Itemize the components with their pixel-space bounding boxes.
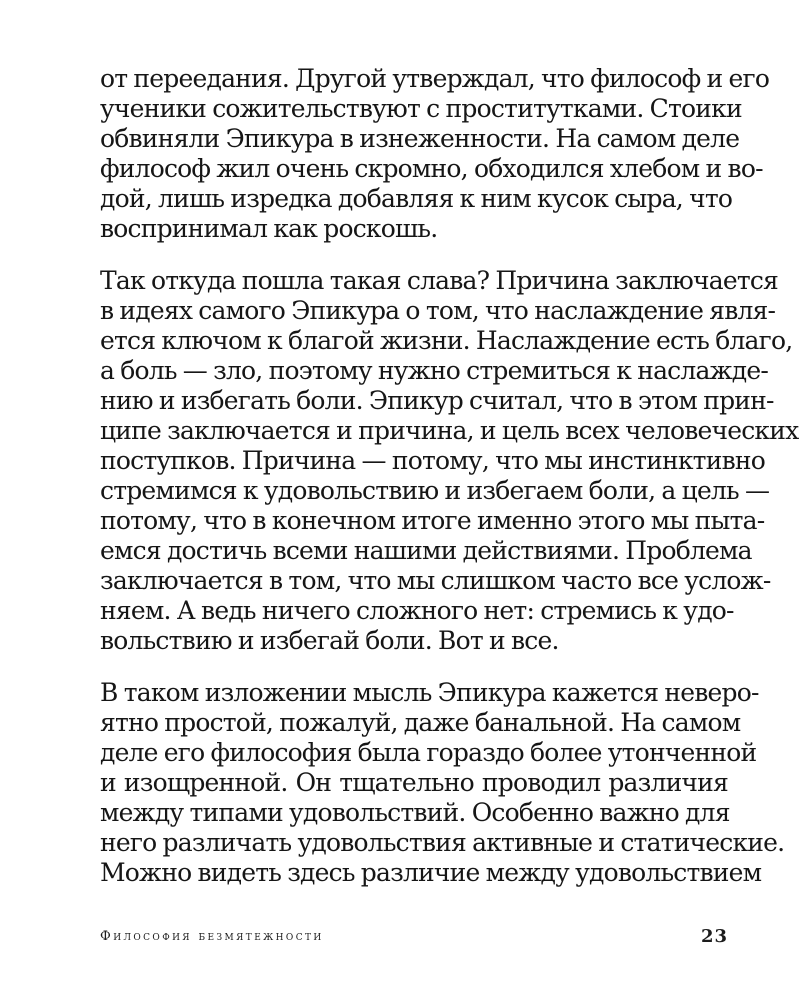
text-line: деле его философия была гораздо более утонченной xyxy=(100,738,757,767)
text-line: емся достичь всеми нашими действиями. Проблема xyxy=(100,536,752,565)
paragraph-2 xyxy=(100,266,799,656)
page-footer xyxy=(100,926,728,946)
text-line: между типами удовольствий. Особенно важно для xyxy=(100,798,730,827)
page-number: 23 xyxy=(700,925,728,947)
text-line: ется ключом к благой жизни. Наслаждение есть благо, xyxy=(100,326,793,355)
text-line: ципе заключается и причина, и цель всех человеческих xyxy=(100,416,799,445)
running-head: Философия безмятежности xyxy=(100,928,324,944)
text-line: ятно простой, пожалуй, даже банальной. На самом xyxy=(100,708,741,737)
text-line: нию и избегать боли. Эпикур считал, что в этом прин- xyxy=(100,386,774,415)
text-line: него различать удовольствия активные и статические. xyxy=(100,828,785,857)
text-line: от переедания. Другой утверждал, что философ и его xyxy=(100,64,770,93)
body-text xyxy=(100,64,799,888)
text-line: заключается в том, что мы слишком часто все услож- xyxy=(100,566,771,595)
text-line: философ жил очень скромно, обходился хлебом и во- xyxy=(100,154,763,183)
text-line: няем. А ведь ничего сложного нет: стремись к удо- xyxy=(100,596,734,625)
text-line: вольствию и избегай боли. Вот и все. xyxy=(100,626,559,655)
text-line: а боль — зло, поэтому нужно стремиться к наслажде- xyxy=(100,356,768,385)
text-line: поступков. Причина — потому, что мы инстинктивно xyxy=(100,446,765,475)
text-line: обвиняли Эпикура в изнеженности. На самом деле xyxy=(100,124,740,153)
text-line: стремимся к удовольствию и избегаем боли, а цель — xyxy=(100,476,770,505)
text-line: Можно видеть здесь различие между удовольствием xyxy=(100,858,762,887)
text-line: В таком изложении мысль Эпикура кажется неверо- xyxy=(100,678,759,707)
paragraph-1 xyxy=(100,64,770,244)
text-line: и изощренной. Он тщательно проводил различия xyxy=(100,768,728,797)
text-line: Так откуда пошла такая слава? Причина заключается xyxy=(100,266,779,295)
text-line: ученики сожительствуют с проститутками. Стоики xyxy=(100,94,742,123)
paragraph-3 xyxy=(100,678,785,888)
text-line: дой, лишь изредка добавляя к ним кусок сыра, что xyxy=(100,184,733,213)
text-line: потому, что в конечном итоге именно этого мы пыта- xyxy=(100,506,765,535)
text-line: в идеях самого Эпикура о том, что наслаждение явля- xyxy=(100,296,776,325)
text-line: воспринимал как роскошь. xyxy=(100,214,438,243)
